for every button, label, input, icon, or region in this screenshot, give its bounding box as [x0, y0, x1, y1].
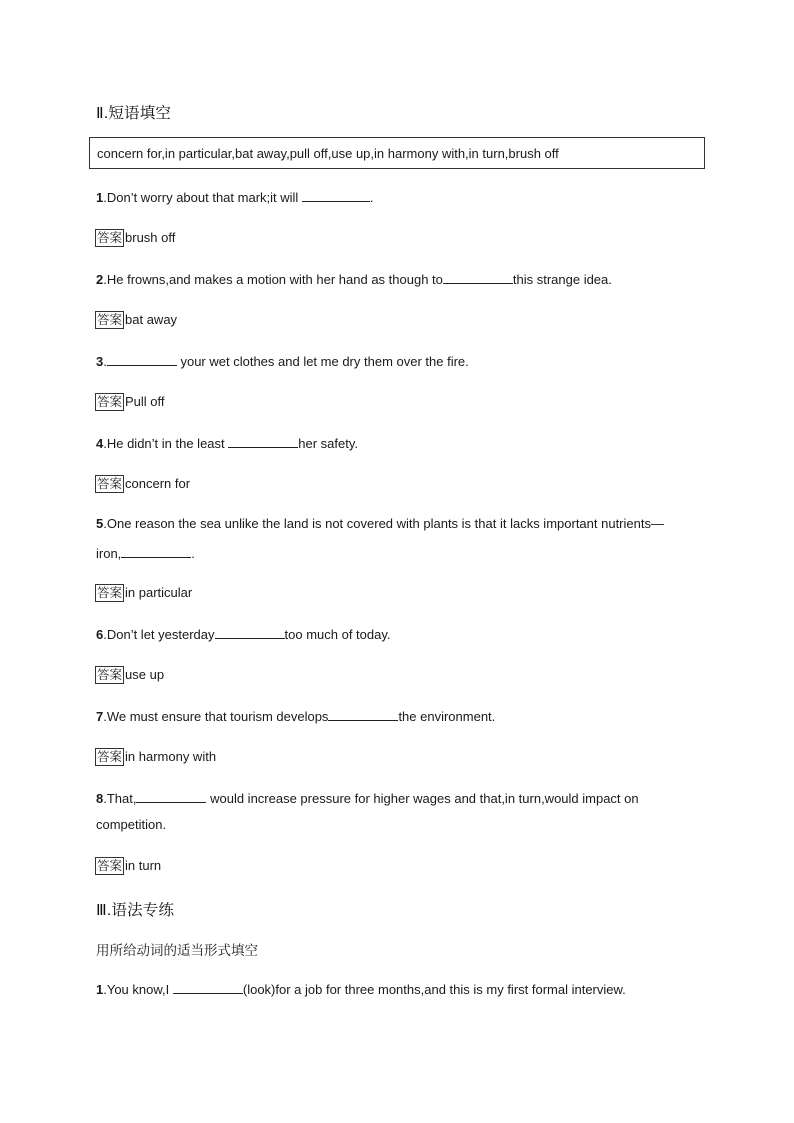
answer-text: use up [125, 667, 165, 682]
question-8-line-2: competition. [96, 817, 167, 832]
question-text: this strange idea. [512, 272, 612, 287]
answer-tag: 答案 [97, 859, 123, 873]
question-text: .That, [103, 791, 137, 806]
question-text: . [191, 546, 195, 561]
answer-blank [121, 545, 191, 558]
answer-text: in turn [125, 858, 162, 873]
question-number: 1 [96, 982, 104, 997]
answer-tag: 答案 [97, 231, 123, 245]
question-text: .He frowns,and makes a motion with her hand as though to [103, 272, 443, 287]
question-text: the environment. [398, 709, 496, 724]
question-2 [96, 271, 612, 288]
answer-tag: 答案 [97, 750, 123, 764]
question-text: would increase pressure for higher wages and that,in turn,would impact on [206, 791, 639, 806]
question-text: .Don’t let yesterday [103, 627, 215, 642]
question-number: 2 [96, 272, 104, 287]
question-5 [96, 516, 664, 532]
answer-text: in harmony with [125, 749, 217, 764]
answer-tag: 答案 [97, 586, 123, 600]
answer-tag: 答案 [97, 477, 123, 491]
answer-blank [136, 790, 206, 803]
answer-blank [443, 271, 513, 284]
answer-tag: 答案 [97, 313, 123, 327]
question-number: 5 [96, 516, 104, 531]
question-4 [96, 435, 358, 452]
answer-text: concern for [125, 476, 191, 491]
question-7 [96, 708, 495, 725]
section-title-grammar: Ⅲ.语法专练 [96, 902, 175, 919]
answer-6 [95, 666, 164, 684]
answer-blank [215, 626, 285, 639]
answer-text: brush off [125, 230, 176, 245]
question-6 [96, 626, 391, 643]
answer-5 [95, 584, 192, 602]
answer-blank [107, 353, 177, 366]
question-number: 4 [96, 436, 104, 451]
section-instruction: 用所给动词的适当形式填空 [96, 943, 258, 958]
question-text: .You know,I [103, 982, 173, 997]
question-number: 3 [96, 354, 104, 369]
question-8 [96, 790, 639, 807]
question-number: 8 [96, 791, 104, 806]
answer-2 [95, 311, 177, 329]
answer-1 [95, 229, 175, 247]
question-3 [96, 353, 469, 370]
question-text: .We must ensure that tourism develops [103, 709, 329, 724]
question-text: your wet clothes and let me dry them over the fire. [176, 354, 469, 369]
answer-blank [302, 189, 370, 202]
question-text: . [103, 354, 107, 369]
answer-tag: 答案 [97, 668, 123, 682]
answer-blank [173, 981, 243, 994]
answer-blank [328, 708, 398, 721]
answer-8 [95, 857, 161, 875]
question-text: (look)for a job for three months,and this is my first formal interview. [242, 982, 626, 997]
answer-text: Pull off [125, 394, 165, 409]
answer-text: in particular [125, 585, 193, 600]
question-text: .Don’t worry about that mark;it will [103, 190, 302, 205]
question-number: 7 [96, 709, 104, 724]
grammar-question-1 [96, 981, 626, 998]
section-title-phrase-fill: Ⅱ.短语填空 [96, 105, 172, 122]
answer-4 [95, 475, 190, 493]
question-text: . [369, 190, 374, 205]
question-number: 6 [96, 627, 104, 642]
answer-3 [95, 393, 165, 411]
question-text: .One reason the sea unlike the land is not covered with plants is that it lacks important nutrients— [103, 516, 664, 531]
answer-blank [228, 435, 298, 448]
question-number: 1 [96, 190, 104, 205]
answer-text: bat away [125, 312, 178, 327]
answer-7 [95, 748, 216, 766]
question-1 [96, 189, 374, 206]
question-text: her safety. [298, 436, 358, 451]
question-5-line-2 [96, 545, 195, 562]
question-text: too much of today. [284, 627, 391, 642]
word-bank-box: concern for,in particular,bat away,pull off,use up,in harmony with,in turn,brush off [89, 137, 705, 169]
question-text: .He didn’t in the least [103, 436, 229, 451]
question-text: iron, [96, 546, 122, 561]
answer-tag: 答案 [97, 395, 123, 409]
